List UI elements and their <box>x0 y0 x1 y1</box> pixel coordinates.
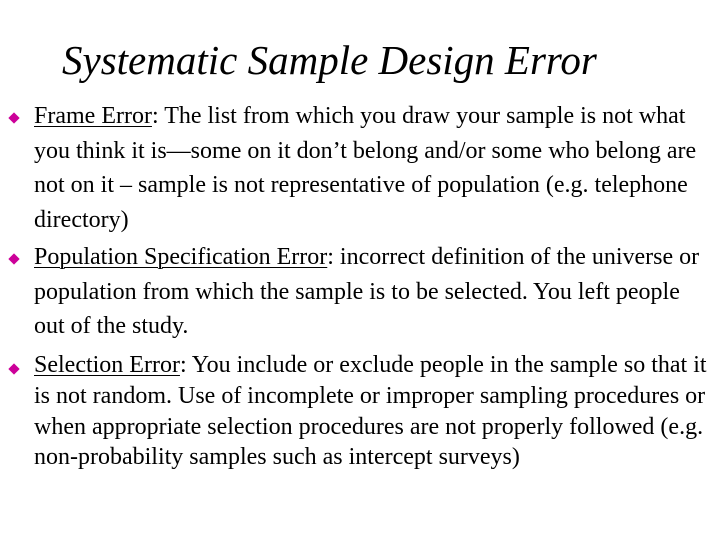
bullet-description: : You include or exclude people in the sample so that it is not random. Use of incomplete or improper sampling procedures or when appropriate selection procedures are not properly followed (e.g. non-probability samples such as intercept surveys) <box>34 352 707 471</box>
bullet-text <box>34 99 714 237</box>
diamond-bullet-icon <box>8 112 19 123</box>
bullet-item-selection-error <box>34 350 714 473</box>
bullet-item-frame-error <box>34 99 714 237</box>
diamond-bullet-icon <box>8 253 19 264</box>
bullet-term: Frame Error <box>34 103 152 129</box>
bullet-description: : incorrect definition of the universe or population from which the sample is to be selected. You left people out of the study. <box>34 244 700 339</box>
bullet-text <box>34 240 714 344</box>
bullet-term: Selection Error <box>34 352 180 378</box>
slide-title: Systematic Sample Design Error <box>62 37 597 83</box>
bullet-item-population-specification-error <box>34 240 714 344</box>
bullet-term: Population Specification Error <box>34 244 328 270</box>
bullet-text <box>34 350 714 473</box>
diamond-bullet-icon <box>8 363 19 374</box>
bullet-description: : The list from which you draw your sample is not what you think it is—some on it don’t belong and/or some who belong are not on it – sample is not representative of population (e.g. telephone directory) <box>34 103 697 233</box>
